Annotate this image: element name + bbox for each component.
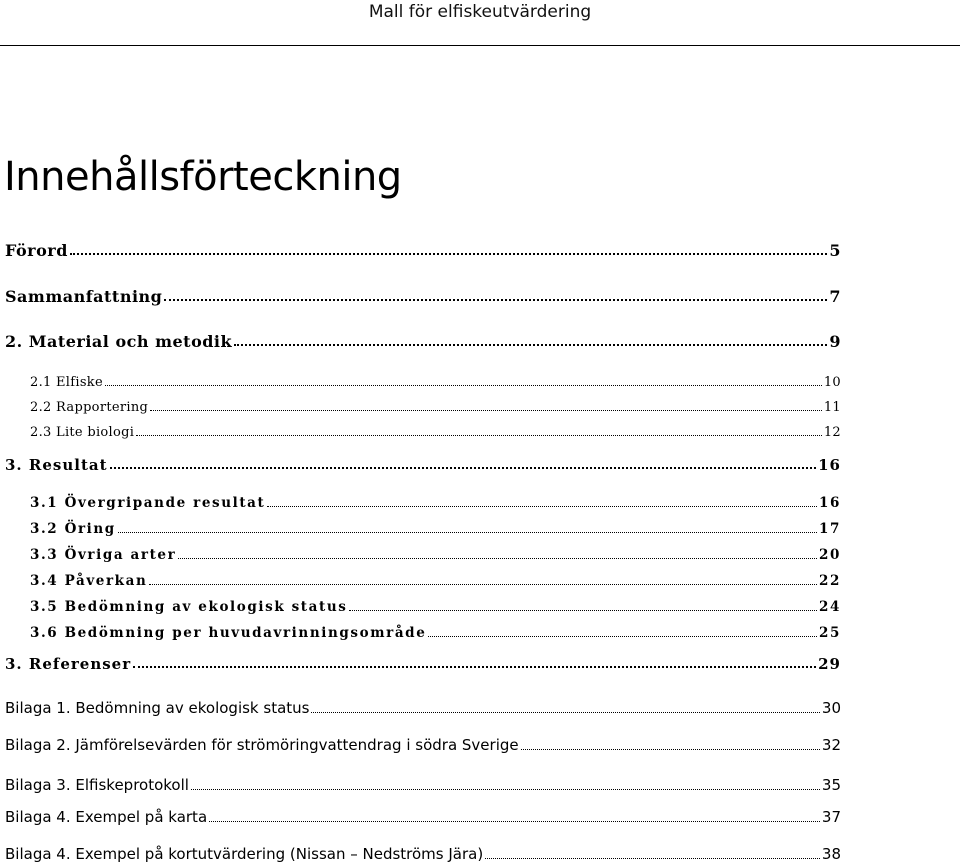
- toc-entry-page: 29: [818, 655, 841, 673]
- toc-entry-label: Bilaga 4. Exempel på kortutvärdering (Nissan – Nedströms Jära): [5, 845, 484, 863]
- toc-entry-label: 3.4 Påverkan: [30, 573, 148, 589]
- toc-entry-page: 10: [823, 375, 841, 390]
- toc-entry-rapportering[interactable]: [30, 400, 841, 415]
- toc-entry-bedomning-ekologisk-status[interactable]: [30, 599, 841, 615]
- page-header: [0, 0, 960, 46]
- toc-entry-label: 2. Material och metodik: [5, 332, 233, 351]
- toc-entry-page: 5: [829, 241, 841, 260]
- toc-entry-label: 3.3 Övriga arter: [30, 547, 177, 563]
- toc-leader-dots: [118, 532, 817, 533]
- toc-entry-page: 7: [829, 287, 841, 306]
- toc-leader-dots: [234, 344, 827, 346]
- toc-entry-sammanfattning[interactable]: [5, 287, 841, 306]
- toc-leader-dots: [349, 610, 817, 611]
- toc-entry-label: 3.5 Bedömning av ekologisk status: [30, 599, 348, 615]
- toc-entry-oring[interactable]: [30, 521, 841, 537]
- toc-entry-page: 16: [819, 495, 841, 511]
- toc-entry-label: Bilaga 3. Elfiskeprotokoll: [5, 776, 189, 794]
- toc-entry-lite-biologi[interactable]: [30, 425, 841, 440]
- page-title: Innehållsförteckning: [4, 154, 402, 200]
- toc-leader-dots: [178, 558, 817, 559]
- toc-entry-label: 3.1 Övergripande resultat: [30, 495, 266, 511]
- toc-leader-dots: [485, 858, 820, 859]
- toc-entry-page: 11: [823, 400, 841, 415]
- toc-entry-label: Bilaga 4. Exempel på karta: [5, 808, 208, 826]
- toc-leader-dots: [110, 467, 817, 469]
- toc-leader-dots: [521, 749, 820, 750]
- toc-entry-elfiske[interactable]: [30, 375, 841, 390]
- toc-entry-resultat[interactable]: [5, 456, 841, 474]
- toc-entry-label: 3. Resultat: [5, 456, 108, 474]
- toc-leader-dots: [105, 385, 822, 386]
- toc-entry-label: Bilaga 2. Jämförelsevärden för strömöringvattendrag i södra Sverige: [5, 736, 519, 754]
- toc-entry-page: 32: [821, 736, 841, 754]
- toc-entry-forord[interactable]: [5, 241, 841, 260]
- toc-entry-label: 3.2 Öring: [30, 521, 116, 537]
- toc-entry-bilaga-3[interactable]: [5, 776, 841, 794]
- toc-entry-label: Förord: [5, 241, 68, 260]
- toc-leader-dots: [311, 712, 819, 713]
- toc-entry-label: 2.1 Elfiske: [30, 375, 103, 390]
- toc-entry-bilaga-4-karta[interactable]: [5, 808, 841, 826]
- toc-entry-material-och-metodik[interactable]: [5, 332, 841, 351]
- toc-entry-page: 12: [823, 425, 841, 440]
- toc-entry-label: 3. Referenser: [5, 655, 132, 673]
- toc-entry-page: 25: [819, 625, 841, 641]
- toc-leader-dots: [191, 789, 820, 790]
- toc-entry-page: 9: [829, 332, 841, 351]
- toc-entry-paverkan[interactable]: [30, 573, 841, 589]
- toc-leader-dots: [70, 253, 827, 255]
- toc-entry-page: 24: [819, 599, 841, 615]
- toc-leader-dots: [136, 435, 822, 436]
- toc-entry-overgripande-resultat[interactable]: [30, 495, 841, 511]
- toc-leader-dots: [209, 821, 820, 822]
- toc-leader-dots: [149, 584, 817, 585]
- toc-leader-dots: [428, 636, 817, 637]
- toc-entry-bilaga-1[interactable]: [5, 699, 841, 717]
- toc-entry-label: Sammanfattning: [5, 287, 163, 306]
- toc-entry-bilaga-2[interactable]: [5, 736, 841, 754]
- toc-entry-label: 3.6 Bedömning per huvudavrinningsområde: [30, 625, 427, 641]
- toc-entry-page: 17: [819, 521, 841, 537]
- header-title: Mall för elfiskeutvärdering: [368, 2, 592, 22]
- toc-leader-dots: [133, 666, 816, 668]
- toc-entry-bilaga-4-kortutvardering[interactable]: [5, 845, 841, 863]
- toc-entry-label: 2.2 Rapportering: [30, 400, 149, 415]
- toc-entry-page: 37: [821, 808, 841, 826]
- header-divider: [0, 45, 960, 46]
- toc-entry-referenser[interactable]: [5, 655, 841, 673]
- toc-entry-label: 2.3 Lite biologi: [30, 425, 135, 440]
- toc-entry-page: 22: [819, 573, 841, 589]
- toc-entry-page: 30: [821, 699, 841, 717]
- toc-leader-dots: [267, 506, 817, 507]
- toc-leader-dots: [150, 410, 822, 411]
- toc-entry-label: Bilaga 1. Bedömning av ekologisk status: [5, 699, 310, 717]
- toc-entry-page: 38: [821, 845, 841, 863]
- toc-entry-page: 16: [818, 456, 841, 474]
- toc-leader-dots: [164, 299, 827, 301]
- toc-entry-bedomning-per-huvudavrinningsomrade[interactable]: [30, 625, 841, 641]
- toc-entry-page: 20: [819, 547, 841, 563]
- toc-entry-ovriga-arter[interactable]: [30, 547, 841, 563]
- toc-entry-page: 35: [821, 776, 841, 794]
